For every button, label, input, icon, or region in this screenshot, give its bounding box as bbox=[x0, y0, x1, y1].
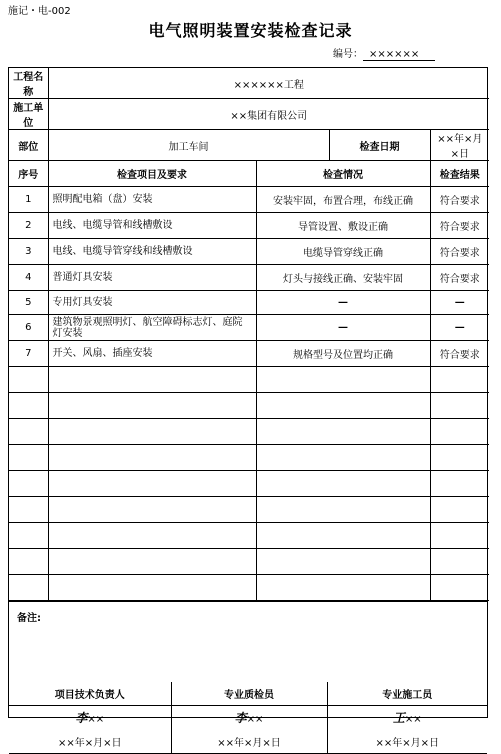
blank-cell bbox=[9, 367, 48, 393]
blank-cell bbox=[48, 367, 256, 393]
signature-mark: 李 bbox=[234, 711, 247, 726]
signature-mark: 王 bbox=[392, 711, 405, 726]
project-name-value: ××××××工程 bbox=[48, 68, 489, 99]
location-value: 加工车间 bbox=[48, 130, 329, 161]
row-number: 7 bbox=[9, 341, 48, 367]
row-status: 灯头与接线正确、安装牢固 bbox=[256, 265, 430, 291]
signature-role: 专业施工员 bbox=[327, 682, 487, 705]
form-code: 施记・电-002 bbox=[8, 6, 71, 17]
blank-row bbox=[9, 419, 489, 445]
blank-cell bbox=[9, 471, 48, 497]
signature-role: 项目技术负责人 bbox=[9, 682, 171, 705]
blank-cell bbox=[430, 393, 489, 419]
row-result: — bbox=[430, 315, 489, 341]
blank-cell bbox=[430, 419, 489, 445]
signature-date: ××年×月×日 bbox=[171, 730, 327, 753]
table-row bbox=[9, 291, 489, 315]
project-name-label: 工程名称 bbox=[9, 68, 48, 99]
row-result: 符合要求 bbox=[430, 265, 489, 291]
serial-value: ×××××× bbox=[363, 49, 435, 61]
inspection-date-value: ××年×月×日 bbox=[430, 130, 489, 161]
blank-row bbox=[9, 471, 489, 497]
signature-cell bbox=[9, 705, 171, 730]
table-row bbox=[9, 341, 489, 367]
signature-name: ×× bbox=[87, 714, 105, 726]
signature-table bbox=[9, 682, 487, 754]
blank-row bbox=[9, 367, 489, 393]
row-result: 符合要求 bbox=[430, 239, 489, 265]
blank-cell bbox=[9, 497, 48, 523]
row-item: 建筑物景观照明灯、航空障碍标志灯、庭院灯安装 bbox=[48, 315, 256, 341]
signature-mark: 李 bbox=[75, 711, 88, 726]
location-row bbox=[9, 130, 489, 161]
blank-row bbox=[9, 393, 489, 419]
table-row bbox=[9, 187, 489, 213]
blank-cell bbox=[48, 549, 256, 575]
row-status: 导管设置、敷设正确 bbox=[256, 213, 430, 239]
row-result: 符合要求 bbox=[430, 213, 489, 239]
remarks-section bbox=[9, 601, 487, 682]
signature-role-row bbox=[9, 682, 487, 705]
blank-cell bbox=[48, 419, 256, 445]
blank-cell bbox=[256, 393, 430, 419]
column-header-no: 序号 bbox=[9, 161, 48, 187]
row-number: 2 bbox=[9, 213, 48, 239]
signature-cell bbox=[327, 705, 487, 730]
row-status: — bbox=[256, 315, 430, 341]
signature-date-row bbox=[9, 730, 487, 753]
column-header-item: 检查项目及要求 bbox=[48, 161, 256, 187]
blank-cell bbox=[256, 523, 430, 549]
row-item: 电线、电缆导管穿线和线槽敷设 bbox=[48, 239, 256, 265]
signature-date: ××年×月×日 bbox=[9, 730, 171, 753]
contractor-value: ××集团有限公司 bbox=[48, 99, 489, 130]
row-result: 符合要求 bbox=[430, 187, 489, 213]
row-item: 照明配电箱（盘）安装 bbox=[48, 187, 256, 213]
row-item: 普通灯具安装 bbox=[48, 265, 256, 291]
location-label: 部位 bbox=[9, 130, 48, 161]
blank-cell bbox=[430, 497, 489, 523]
blank-cell bbox=[9, 523, 48, 549]
blank-cell bbox=[430, 445, 489, 471]
blank-row bbox=[9, 549, 489, 575]
blank-cell bbox=[256, 367, 430, 393]
blank-cell bbox=[9, 575, 48, 601]
row-number: 6 bbox=[9, 315, 48, 341]
blank-cell bbox=[256, 549, 430, 575]
signature-name-row bbox=[9, 705, 487, 730]
column-header-status: 检查情况 bbox=[256, 161, 430, 187]
signature-cell bbox=[171, 705, 327, 730]
contractor-label: 施工单位 bbox=[9, 99, 48, 130]
inspection-table bbox=[9, 68, 489, 601]
table-row bbox=[9, 213, 489, 239]
contractor-row bbox=[9, 99, 489, 130]
row-item: 开关、风扇、插座安装 bbox=[48, 341, 256, 367]
blank-cell bbox=[9, 393, 48, 419]
row-status: 电缆导管穿线正确 bbox=[256, 239, 430, 265]
blank-cell bbox=[256, 445, 430, 471]
blank-cell bbox=[430, 471, 489, 497]
signature-role: 专业质检员 bbox=[171, 682, 327, 705]
row-item: 电线、电缆导管和线槽敷设 bbox=[48, 213, 256, 239]
row-status: 规格型号及位置均正确 bbox=[256, 341, 430, 367]
row-status: — bbox=[256, 291, 430, 315]
table-header-row bbox=[9, 161, 489, 187]
signature-name: ×× bbox=[246, 714, 264, 726]
blank-cell bbox=[256, 471, 430, 497]
signature-date: ××年×月×日 bbox=[327, 730, 487, 753]
blank-cell bbox=[430, 367, 489, 393]
blank-cell bbox=[256, 419, 430, 445]
blank-cell bbox=[48, 471, 256, 497]
row-number: 3 bbox=[9, 239, 48, 265]
blank-row bbox=[9, 575, 489, 601]
table-row bbox=[9, 239, 489, 265]
remarks-label: 备注: bbox=[17, 613, 41, 624]
signature-name: ×× bbox=[404, 714, 422, 726]
blank-cell bbox=[48, 497, 256, 523]
blank-row bbox=[9, 523, 489, 549]
row-result: — bbox=[430, 291, 489, 315]
row-item: 专用灯具安装 bbox=[48, 291, 256, 315]
column-header-result: 检查结果 bbox=[430, 161, 489, 187]
blank-cell bbox=[430, 523, 489, 549]
blank-row bbox=[9, 445, 489, 471]
blank-cell bbox=[256, 497, 430, 523]
row-number: 1 bbox=[9, 187, 48, 213]
blank-cell bbox=[430, 575, 489, 601]
row-result: 符合要求 bbox=[430, 341, 489, 367]
project-name-row bbox=[9, 68, 489, 99]
row-status: 安装牢固，布置合理，布线正确 bbox=[256, 187, 430, 213]
blank-cell bbox=[9, 419, 48, 445]
blank-row bbox=[9, 497, 489, 523]
blank-cell bbox=[9, 549, 48, 575]
serial-label: 编号： bbox=[333, 49, 363, 60]
document-title: 电气照明装置安装检查记录 bbox=[148, 21, 353, 40]
blank-cell bbox=[48, 445, 256, 471]
blank-cell bbox=[256, 575, 430, 601]
blank-cell bbox=[430, 549, 489, 575]
serial-number bbox=[333, 45, 435, 61]
row-number: 5 bbox=[9, 291, 48, 315]
blank-cell bbox=[9, 445, 48, 471]
table-row bbox=[9, 315, 489, 341]
blank-cell bbox=[48, 523, 256, 549]
blank-cell bbox=[48, 393, 256, 419]
blank-cell bbox=[48, 575, 256, 601]
inspection-form bbox=[8, 67, 488, 749]
inspection-date-label: 检查日期 bbox=[329, 130, 430, 161]
table-row bbox=[9, 265, 489, 291]
row-number: 4 bbox=[9, 265, 48, 291]
